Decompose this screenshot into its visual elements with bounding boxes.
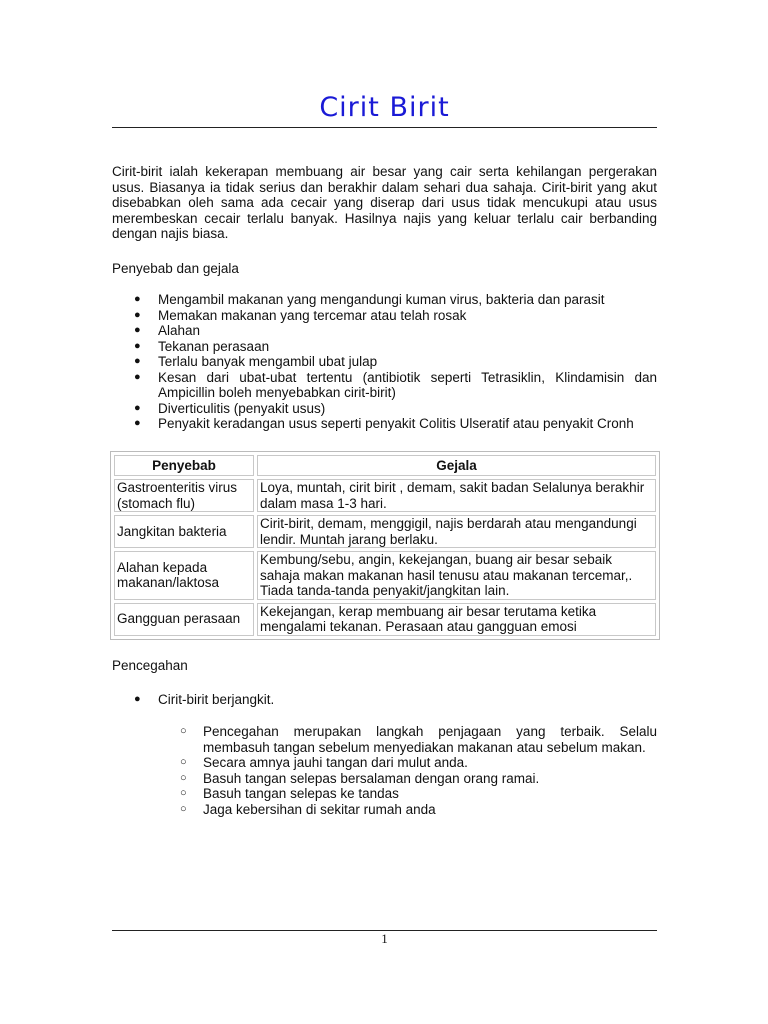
- list-item: ○ Basuh tangan selepas ke tandas: [180, 786, 399, 801]
- document-title: Cirit Birit: [319, 92, 450, 123]
- causes-symptoms-table: [110, 451, 660, 640]
- symptom-cell: Kembung/sebu, angin, kekejangan, buang air besar sebaik sahaja makan makanan hasil tenusu atau makanan tercemar,. Tiada tanda-tanda penyakit/jangkitan lain.: [257, 551, 656, 600]
- table-row: [114, 551, 656, 600]
- title-divider: [112, 127, 657, 128]
- list-item: ● Cirit-birit berjangkit.: [134, 692, 275, 707]
- symptom-cell: Loya, muntah, cirit birit , demam, sakit badan Selalunya berakhir dalam masa 1-3 hari.: [257, 479, 656, 512]
- bullet-icon: ●: [134, 293, 141, 305]
- causes-heading: Penyebab dan gejala: [112, 261, 239, 276]
- list-item: ● Alahan: [134, 323, 201, 338]
- table-row: [114, 515, 656, 548]
- list-item: ● Penyakit keradangan usus seperti penyakit Colitis Ulseratif atau penyakit Cronh: [134, 416, 634, 431]
- causes-list: [112, 292, 657, 432]
- prevention-heading: Pencegahan: [112, 658, 188, 673]
- bullet-icon: ●: [134, 308, 141, 321]
- table-row: [114, 603, 656, 636]
- bullet-icon: ●: [134, 339, 141, 352]
- intro-section: [112, 164, 657, 242]
- list-item: ● Mengambil makanan yang mengandungi kuman virus, bakteria dan parasit: [134, 292, 605, 307]
- page-number: 1: [381, 931, 388, 946]
- table-header-row: [114, 455, 656, 476]
- list-item: ○ Secara amnya jauhi tangan dari mulut anda.: [180, 755, 468, 770]
- circle-bullet-icon: ○: [180, 756, 187, 768]
- circle-bullet-icon: ○: [180, 725, 187, 737]
- cause-cell: Gangguan perasaan: [114, 603, 254, 636]
- list-item: ○ Jaga kebersihan di sekitar rumah anda: [180, 801, 436, 817]
- bullet-icon: ●: [134, 355, 141, 367]
- list-item: ● Tekanan perasaan: [134, 338, 270, 354]
- list-item: ● Kesan dari ubat-ubat tertentu (antibiotik seperti Tetrasiklin, Klindamisin dan Ampicillin boleh menyebabkan cirit-birit): [134, 369, 657, 400]
- header-gejala: Gejala: [257, 455, 656, 476]
- symptom-cell: Kekejangan, kerap membuang air besar terutama ketika mengalami tekanan. Perasaan atau gangguan emosi: [257, 603, 656, 636]
- list-item: ● Terlalu banyak mengambil ubat julap: [134, 354, 378, 369]
- list-item: ○ Basuh tangan selepas bersalaman dengan orang ramai.: [180, 770, 540, 786]
- circle-bullet-icon: ○: [180, 771, 187, 784]
- cause-cell: Jangkitan bakteria: [114, 515, 254, 548]
- list-item: ○ Pencegahan merupakan langkah penjagaan yang terbaik. Selalu membasuh tangan sebelum menyediakan makanan atau sebelum makan.: [180, 724, 657, 755]
- bullet-icon: ●: [134, 401, 141, 414]
- cause-cell: Gastroenteritis virus (stomach flu): [114, 479, 254, 512]
- circle-bullet-icon: ○: [180, 787, 187, 799]
- list-item: ● Memakan makanan yang tercemar atau telah rosak: [134, 307, 467, 323]
- bullet-icon: ●: [134, 370, 141, 383]
- symptom-cell: Cirit-birit, demam, menggigil, najis berdarah atau mengandungi lendir. Muntah jarang berlaku.: [257, 515, 656, 548]
- header-penyebab: Penyebab: [114, 455, 254, 476]
- circle-bullet-icon: ○: [180, 802, 187, 815]
- bullet-icon: ●: [134, 324, 141, 336]
- prevention-steps-list: [112, 724, 657, 817]
- table-row: [114, 479, 656, 512]
- cause-cell: Alahan kepada makanan/laktosa: [114, 551, 254, 600]
- bullet-icon: ●: [134, 693, 141, 705]
- intro-paragraph: Cirit-birit ialah kekerapan membuang air besar yang cair serta kehilangan pergerakan usus. Biasanya ia tidak serius dan berakhir dalam sehari dua sahaja. Cirit-birit yang akut disebabkan oleh sama ada cecair yang diserap dari usus tidak mencukupi atau usus merembeskan cecair terlalu banyak. Hasilnya najis yang keluar terlalu cair berbanding dengan najis biasa.: [112, 164, 657, 241]
- list-item: ● Diverticulitis (penyakit usus): [134, 400, 326, 416]
- bullet-icon: ●: [134, 417, 141, 429]
- prevention-list: [112, 692, 657, 708]
